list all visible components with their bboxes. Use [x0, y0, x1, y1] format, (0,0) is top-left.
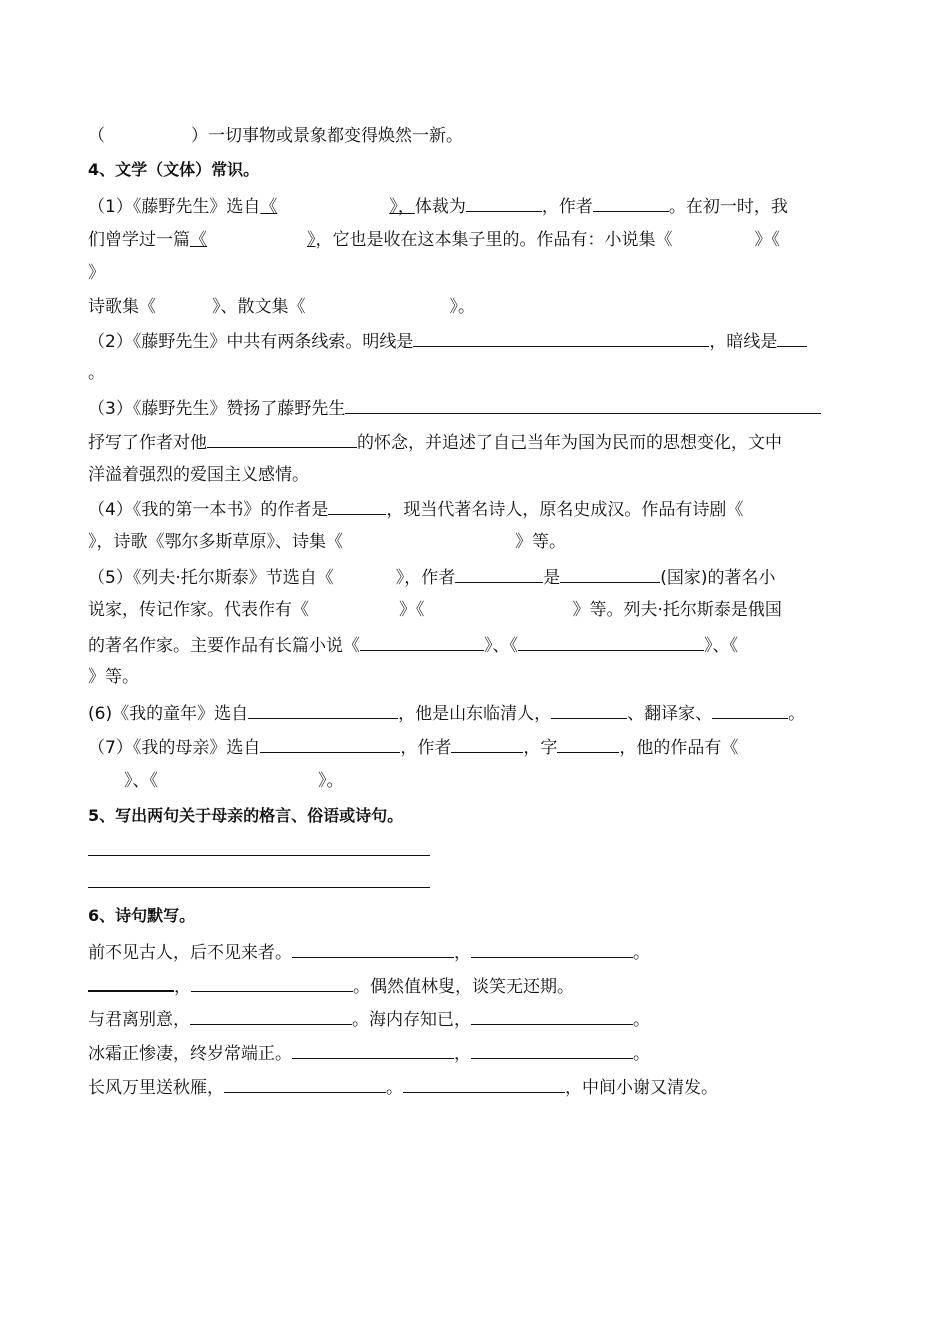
answer-blank[interactable] — [551, 701, 627, 719]
question-4-1-line-4 — [88, 296, 864, 318]
q-text: 的怀念，并追述了自己当年为国为民而的思想变化，文中 — [357, 433, 782, 453]
q-text: （4）《我的第一本书》的作者是 — [88, 500, 329, 520]
q-text: （7）《我的母亲》选自 — [88, 738, 261, 758]
q-text: 体裁为 — [414, 197, 466, 217]
q-text: 《 — [260, 197, 278, 217]
paren-open: （ — [88, 126, 105, 146]
poem-line-1 — [88, 940, 864, 964]
text-line — [88, 125, 864, 147]
question-4-2-line-1 — [88, 329, 864, 353]
answer-blank[interactable] — [518, 633, 704, 651]
q-text: （5）《列夫·托尔斯泰》节选自《 — [88, 568, 334, 588]
answer-blank[interactable] — [191, 974, 353, 992]
answer-blank[interactable] — [471, 1041, 633, 1059]
question-4-5-line-2 — [88, 599, 864, 621]
q-text: （3）《藤野先生》赞扬了藤野先生 — [88, 399, 346, 419]
q-text: 冰霜正惨凄，终岁常端正。 — [88, 1044, 292, 1064]
q-text: (6)《我的童年》选自 — [88, 704, 249, 724]
answer-blank[interactable] — [455, 565, 543, 583]
answer-blank[interactable] — [403, 1075, 565, 1093]
q-text: ， — [454, 1044, 471, 1064]
q-text: 前不见古人，后不见来者。 — [88, 943, 292, 963]
answer-blank[interactable] — [557, 735, 619, 753]
question-4-5-line-4: 》等。 — [88, 667, 139, 687]
answer-blank[interactable] — [413, 329, 709, 347]
q-text: 。 — [788, 704, 806, 724]
section-heading-6: 6、诗句默写。 — [88, 906, 196, 925]
q-text: 与君离别意， — [88, 1010, 190, 1030]
q-text: 的著名作家。主要作品有长篇小说《 — [88, 636, 360, 656]
answer-line[interactable] — [88, 887, 430, 888]
answer-blank[interactable] — [466, 194, 542, 212]
answer-line[interactable] — [88, 855, 430, 856]
question-4-5-line-3 — [88, 633, 864, 657]
question-4-4-line-2 — [88, 531, 864, 553]
answer-blank[interactable] — [207, 430, 357, 448]
q-text: 们曾学过一篇 — [88, 230, 190, 250]
q-text: ，作者 — [400, 738, 452, 758]
answer-blank[interactable] — [190, 1007, 352, 1025]
q-text: (国家)的著名小 — [660, 568, 776, 588]
poem-line-4 — [88, 1041, 864, 1065]
question-4-6-line-1 — [88, 701, 864, 725]
q-text: ， — [174, 977, 191, 997]
q-text: 。 — [386, 1078, 403, 1098]
answer-blank[interactable] — [292, 1041, 454, 1059]
q-text: 》。 — [449, 297, 475, 317]
q-text: ，字 — [523, 738, 558, 758]
answer-blank[interactable] — [560, 565, 660, 583]
q-text: 》，诗歌《鄂尔多斯草原》、诗集《 — [88, 532, 343, 552]
answer-blank[interactable] — [260, 735, 400, 753]
q-text: 诗歌集《 — [88, 297, 156, 317]
q-text: （2）《藤野先生》中共有两条线索。明线是 — [88, 332, 414, 352]
q-text: ，现当代著名诗人，原名史成汉。作品有诗剧《 — [386, 500, 744, 520]
question-4-2-line-2: 。 — [88, 363, 105, 383]
q-text: 》 — [307, 230, 316, 250]
answer-blank[interactable] — [248, 701, 398, 719]
q-text: 》、《 — [124, 771, 158, 791]
q-text: ，它也是收在这本集子里的。作品有：小说集《 — [315, 230, 673, 250]
q-text: 。 — [633, 943, 650, 963]
section-heading-4: 4、文学（文体）常识。 — [88, 160, 260, 179]
q-text: 。 — [633, 1044, 650, 1064]
q-text: 、翻译家、 — [627, 704, 713, 724]
answer-blank[interactable] — [593, 194, 669, 212]
q-text: 》等。列夫·托尔斯泰是俄国 — [572, 600, 782, 620]
q-text: 。偶然值林叟，谈笑无还期。 — [353, 977, 574, 997]
question-4-7-line-1 — [88, 735, 864, 759]
question-4-3-line-3: 洋溢着强烈的爱国主义感情。 — [88, 465, 309, 485]
q-text: 》《 — [399, 600, 425, 620]
section-heading-5: 5、写出两句关于母亲的格言、俗语或诗句。 — [88, 806, 404, 825]
answer-blank — [260, 197, 415, 217]
q-text: 》、《 — [704, 636, 738, 656]
q-text: ， — [454, 943, 471, 963]
question-4-7-line-2 — [88, 770, 864, 792]
poem-line-3 — [88, 1007, 864, 1031]
answer-blank[interactable] — [471, 1007, 633, 1025]
q-text: 》。 — [318, 771, 344, 791]
q-text: ，他的作品有《 — [619, 738, 739, 758]
q-text: 长风万里送秋雁， — [88, 1078, 224, 1098]
poem-line-2 — [88, 973, 864, 998]
question-4-3-line-1 — [88, 396, 864, 420]
q-text: 》《 — [754, 230, 780, 250]
q-text: （1）《藤野先生》选自 — [88, 197, 261, 217]
sentence-text: ）一切事物或景象都变得焕然一新。 — [191, 126, 463, 146]
q-text: 》， — [389, 197, 415, 217]
answer-blank[interactable] — [451, 735, 523, 753]
q-text: 是 — [543, 568, 561, 588]
question-4-1-line-3: 》 — [88, 263, 105, 283]
question-4-1-line-2 — [88, 229, 864, 251]
q-text: 》、散文集《 — [212, 297, 306, 317]
question-4-1-line-1 — [88, 194, 864, 218]
q-text: 《 — [190, 230, 207, 250]
question-4-3-line-2 — [88, 430, 864, 454]
answer-blank[interactable] — [345, 396, 821, 414]
question-4-4-line-1 — [88, 497, 864, 521]
answer-blank[interactable] — [190, 230, 316, 250]
q-text: 。 — [633, 1010, 650, 1030]
answer-blank[interactable] — [224, 1075, 386, 1093]
answer-blank[interactable] — [292, 940, 454, 958]
answer-blank[interactable] — [360, 633, 484, 651]
q-text: 。在初一时，我 — [668, 197, 788, 217]
answer-blank[interactable] — [712, 701, 788, 719]
q-text: ，暗线是 — [709, 332, 778, 352]
poem-line-5 — [88, 1075, 864, 1099]
answer-blank[interactable] — [777, 329, 807, 347]
answer-blank[interactable] — [88, 973, 174, 992]
q-text: 》、《 — [484, 636, 518, 656]
q-text: 抒写了作者对他 — [88, 433, 207, 453]
q-text: ，中间小谢又清发。 — [565, 1078, 718, 1098]
answer-blank[interactable] — [471, 940, 633, 958]
question-4-5-line-1 — [88, 565, 864, 589]
q-text: 》，作者 — [395, 568, 456, 588]
q-text: ，作者 — [541, 197, 593, 217]
q-text: ，他是山东临清人， — [398, 704, 552, 724]
q-text: 说家，传记作家。代表作有《 — [88, 600, 309, 620]
q-text: 》等。 — [515, 532, 566, 552]
q-text: 。海内存知已， — [352, 1010, 471, 1030]
answer-blank[interactable] — [328, 497, 386, 515]
